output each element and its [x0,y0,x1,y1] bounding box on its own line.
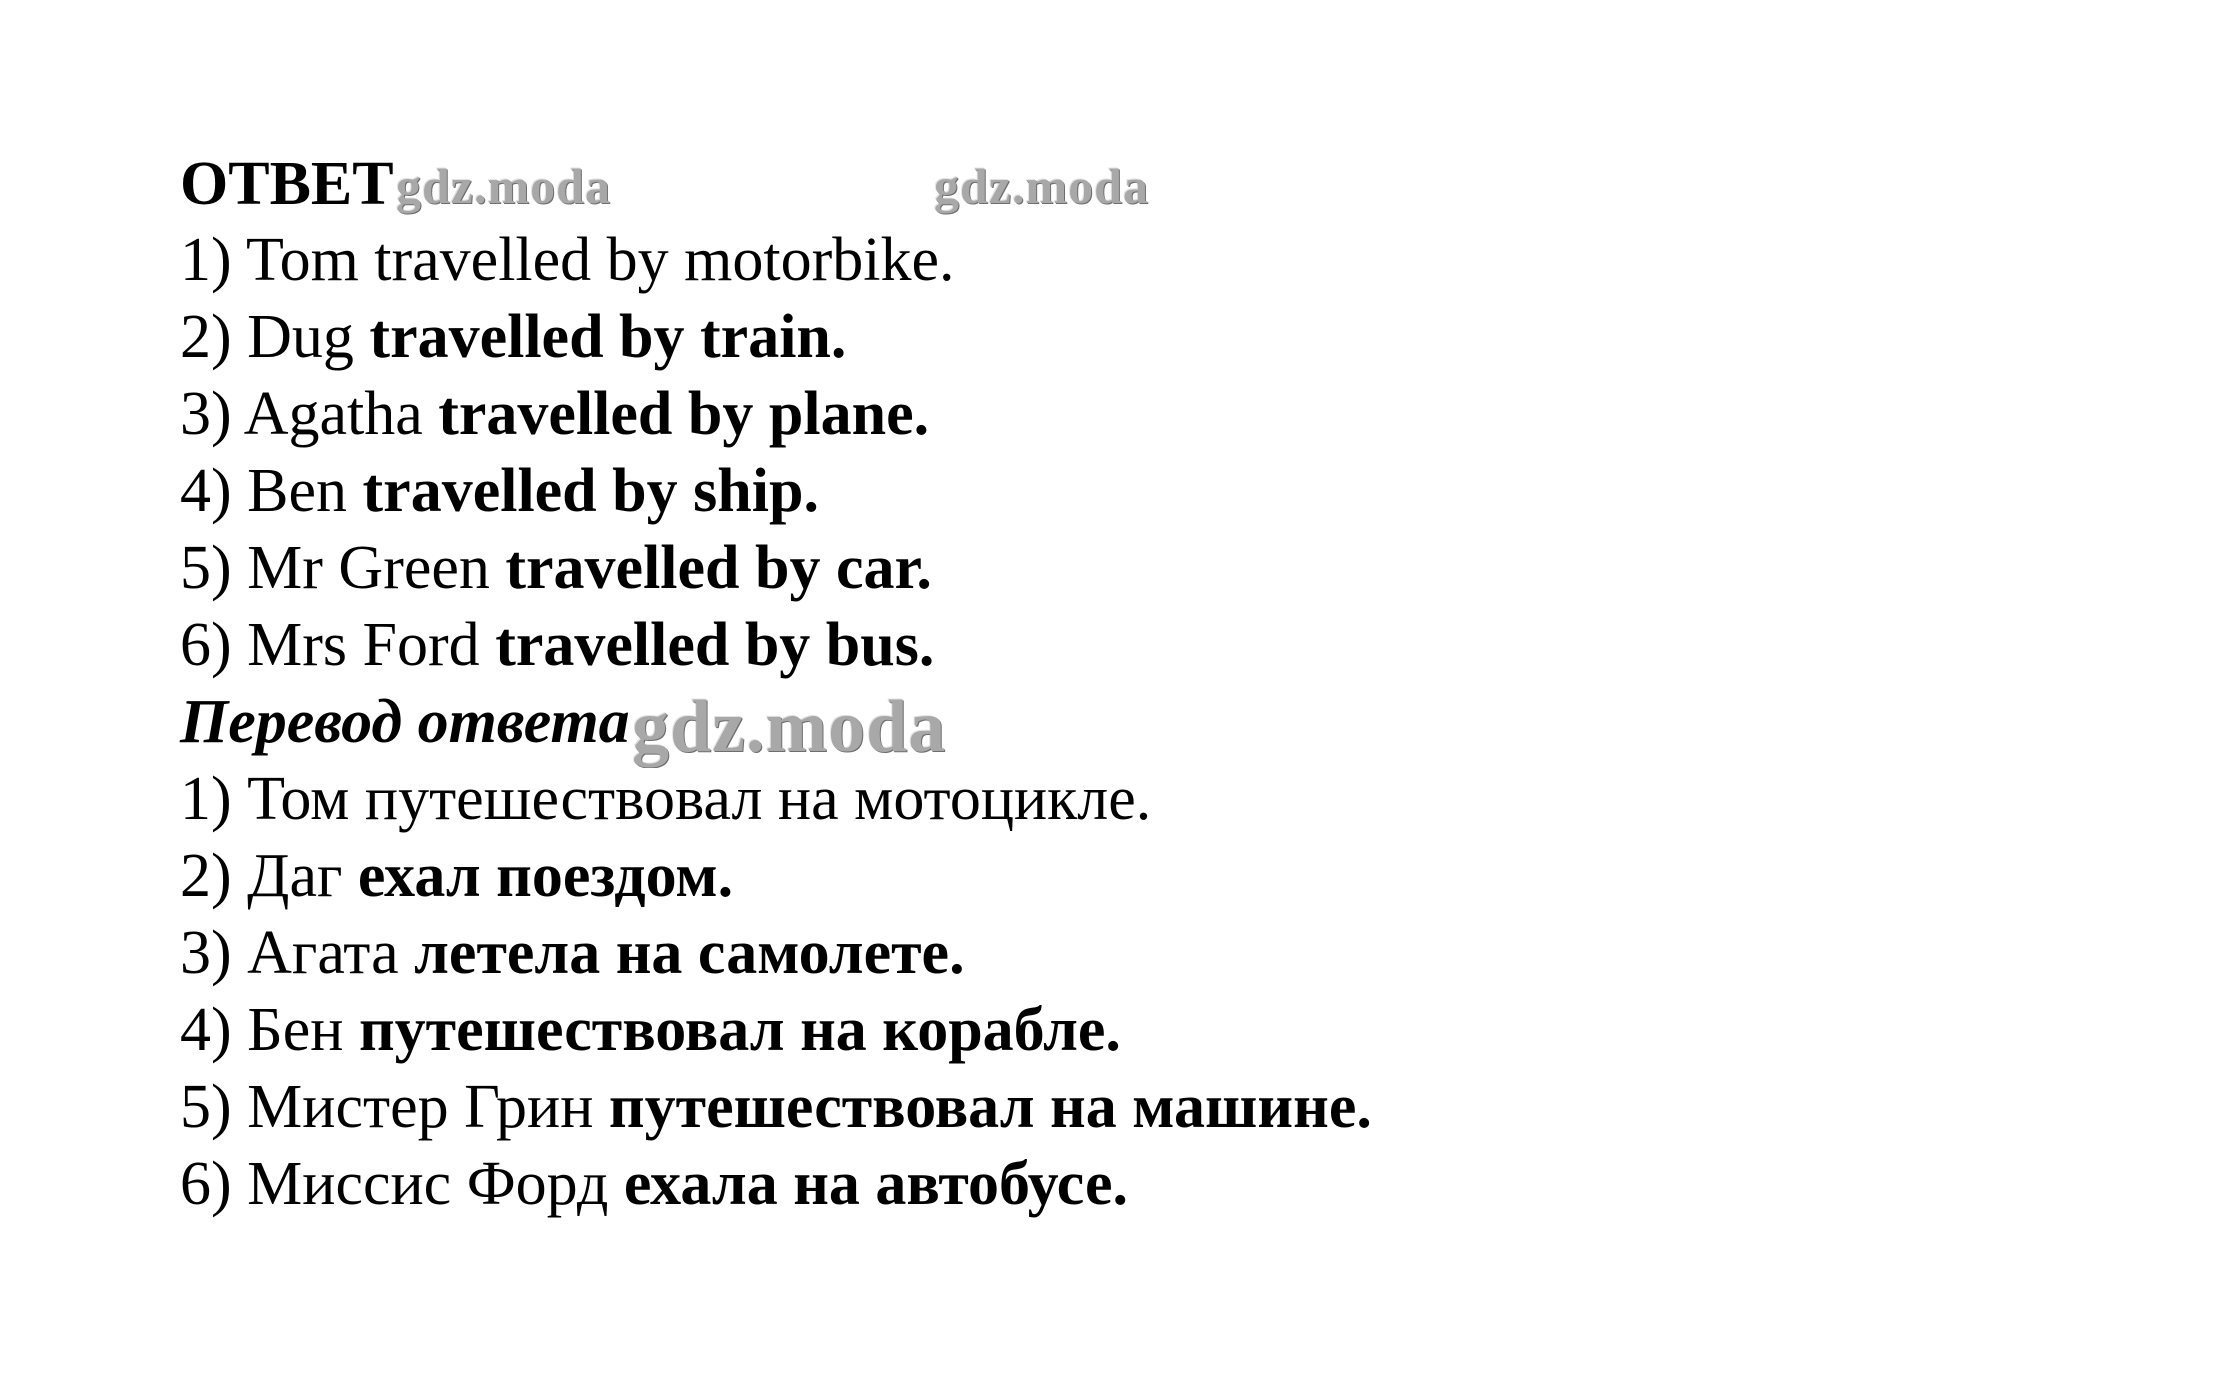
answer-line-plain: 4) Ben [180,457,363,525]
answer-line-plain: 1) Tom travelled by motorbike. [180,226,955,294]
translation-line-bold: ехал поездом. [357,842,734,910]
answer-line [180,222,955,299]
watermark: gdz.moda [632,686,947,768]
answer-line [180,299,846,376]
translation-line [180,761,1151,838]
translation-line-bold: летела на самолете. [414,919,965,987]
translation-line-bold: путешествовал на машине. [608,1073,1372,1141]
translation-line [180,1069,1372,1146]
translation-line-plain: 4) Бен [180,996,359,1064]
answer-line-plain: 6) Mrs Ford [180,611,496,679]
answer-line-bold: travelled by ship. [362,457,819,525]
answer-line-bold: travelled by car. [505,534,932,602]
translation-line-plain: 2) Даг [180,842,358,910]
watermark: gdz.moda [934,158,1149,214]
answer-line [180,607,934,684]
answer-line-plain: 2) Dug [180,303,370,371]
translation-line-plain: 5) Мистер Грин [180,1073,609,1141]
watermark: gdz.moda [396,158,611,214]
translation-line [180,915,965,992]
answer-line [180,376,929,453]
answer-line-bold: travelled by bus. [495,611,935,679]
translation-line [180,1146,1128,1223]
answer-heading: ОТВЕТ [180,150,394,218]
translation-heading: Перевод ответа [180,688,630,756]
translation-line [180,992,1121,1069]
translation-line-bold: путешествовал на корабле. [358,996,1121,1064]
answer-line-bold: travelled by plane. [438,380,930,448]
translation-line-plain: 3) Агата [180,919,415,987]
answer-line [180,453,819,530]
translation-line-plain: 6) Миссис Форд [180,1150,624,1218]
answer-line-plain: 5) Mr Green [180,534,506,602]
translation-line [180,838,733,915]
translation-line-bold: ехала на автобусе. [623,1150,1129,1218]
answer-line-plain: 3) Agatha [180,380,439,448]
answer-line [180,530,932,607]
answer-line-bold: travelled by train. [369,303,847,371]
translation-line-plain: 1) Том путешествовал на мотоцикле. [180,765,1152,833]
